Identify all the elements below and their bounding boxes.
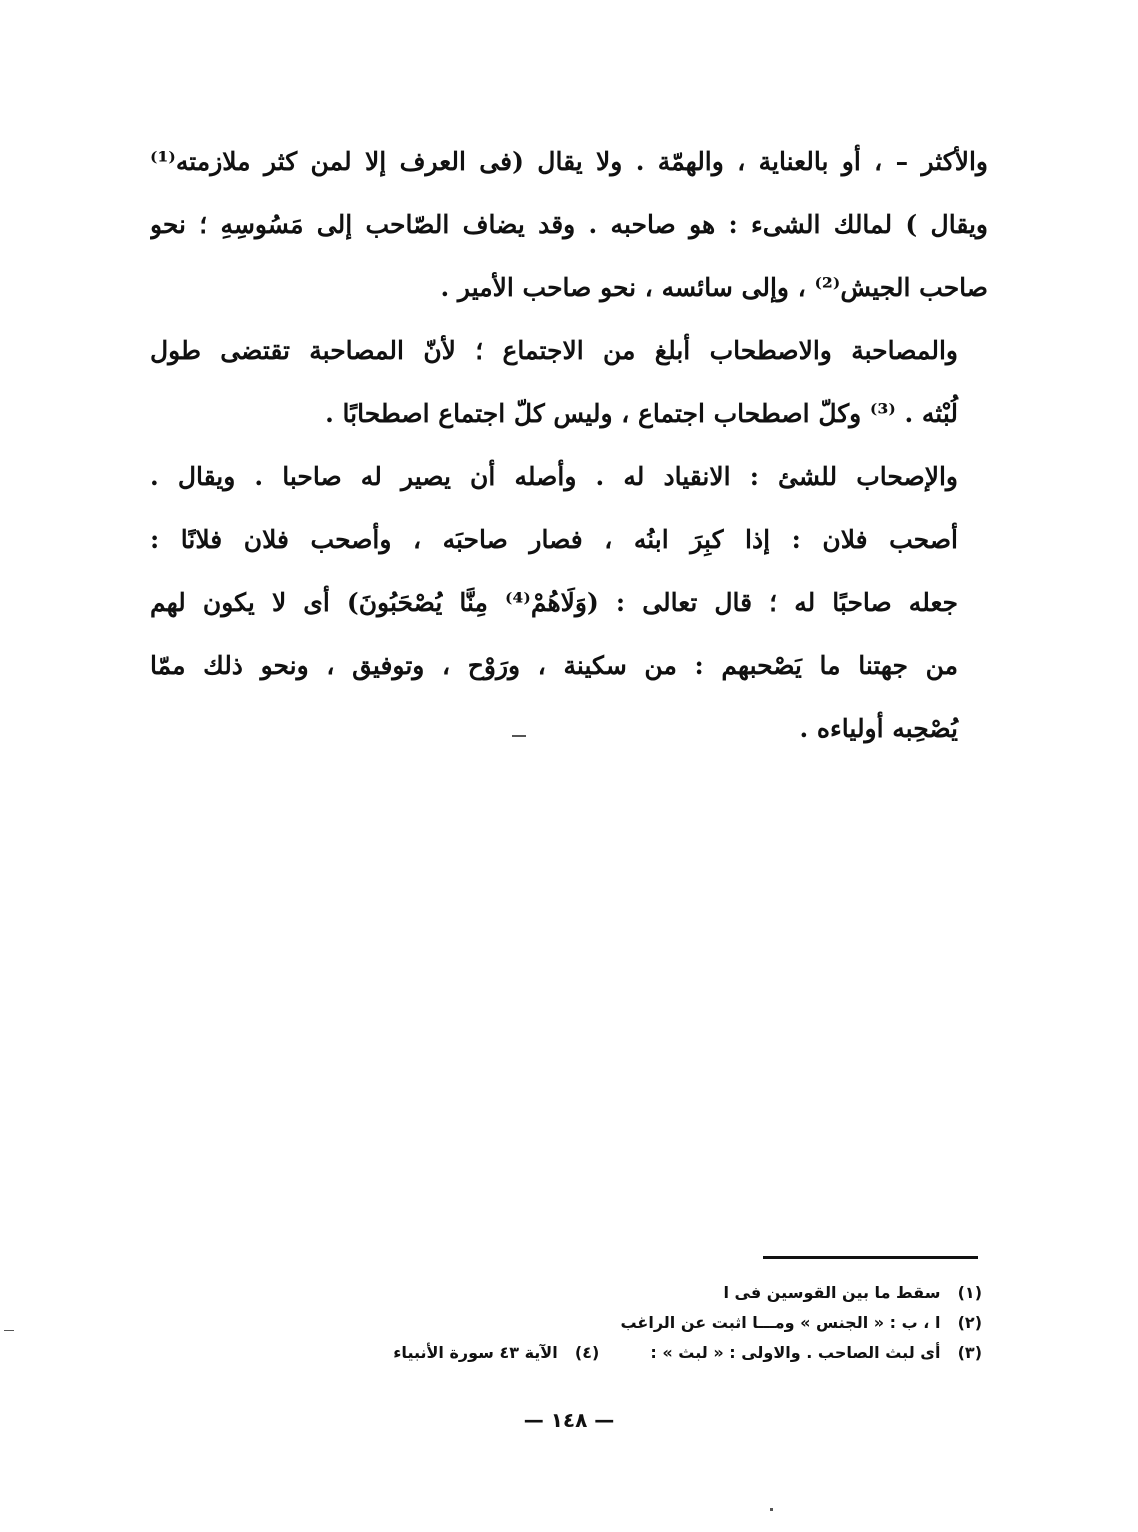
text-line: جعله صاحبًا له ؛ قال تعالى : (وَلَاهُمْ⁽⁴⁾ مِنَّا يُصْحَبُونَ) أى لا يكون لهم: [150, 588, 959, 617]
footnote-text: ا ، ب : « الجنس » ومـــا اثبت عن الراغب: [620, 1313, 941, 1332]
footnote-number: (٤): [574, 1343, 600, 1362]
text-line: أصحب فلان : إذا كبِرَ ابنُه ، فصار صاحبَه ، وأصحب فلان فلانًا :: [150, 525, 958, 554]
scan-speck: [4, 1330, 14, 1331]
scan-speck: [512, 735, 526, 737]
text-line: من جهتنا ما يَصْحبهم : من سكينة ، ورَوْح ، وتوفيق ، ونحو ذلك ممّا: [150, 651, 958, 680]
text-line: والمصاحبة والاصطحاب أبلغ من الاجتماع ؛ لأنّ المصاحبة تقتضى طول: [150, 336, 958, 365]
scan-speck: [770, 1508, 773, 1511]
page-number: — ١٤٨ —: [523, 1408, 615, 1432]
text-line: والأكثر – ، أو بالعناية ، والهمّة . ولا يقال (فى العرف إلا لمن كثر ملازمته⁽¹⁾: [150, 147, 988, 176]
text-line: ويقال ) لمالك الشىء : هو صاحبه . وقد يضاف الصّاحب إلى مَسُوسِهِ ؛ نحو: [150, 210, 988, 239]
footnote-number: (٢): [957, 1313, 982, 1332]
paragraph-1: [150, 130, 988, 319]
paragraph-3: [150, 445, 988, 760]
footnote-2: [230, 1308, 982, 1338]
text-line: والإصحاب للشئ : الانقياد له . وأصله أن يصير له صاحبا . ويقال .: [150, 462, 958, 491]
text-line: لُبْثه . ⁽³⁾ وكلّ اصطحاب اجتماع ، وليس كلّ اجتماع اصطحابًا .: [325, 399, 958, 428]
footnote-number: (٣): [957, 1343, 982, 1362]
paragraph-2: [150, 319, 988, 445]
footnote-text: أى لبث الصاحب . والاولى : « لبث » :: [650, 1343, 941, 1362]
main-text: [150, 130, 988, 760]
footnotes: [230, 1278, 982, 1368]
text-line: صاحب الجيش⁽²⁾ ، وإلى سائسه ، نحو صاحب الأمير .: [440, 273, 988, 302]
footnote-number: (١): [957, 1283, 982, 1302]
footnote-separator: [763, 1256, 978, 1259]
footnote-text: الآية ٤٣ سورة الأنبياء: [393, 1343, 558, 1362]
footnote-3-4: [230, 1338, 982, 1368]
footnote-text: سقط ما بين القوسين فى ا: [723, 1283, 941, 1302]
footnote-1: [230, 1278, 982, 1308]
text-line: يُصْحِبه أولياءه .: [799, 714, 958, 743]
